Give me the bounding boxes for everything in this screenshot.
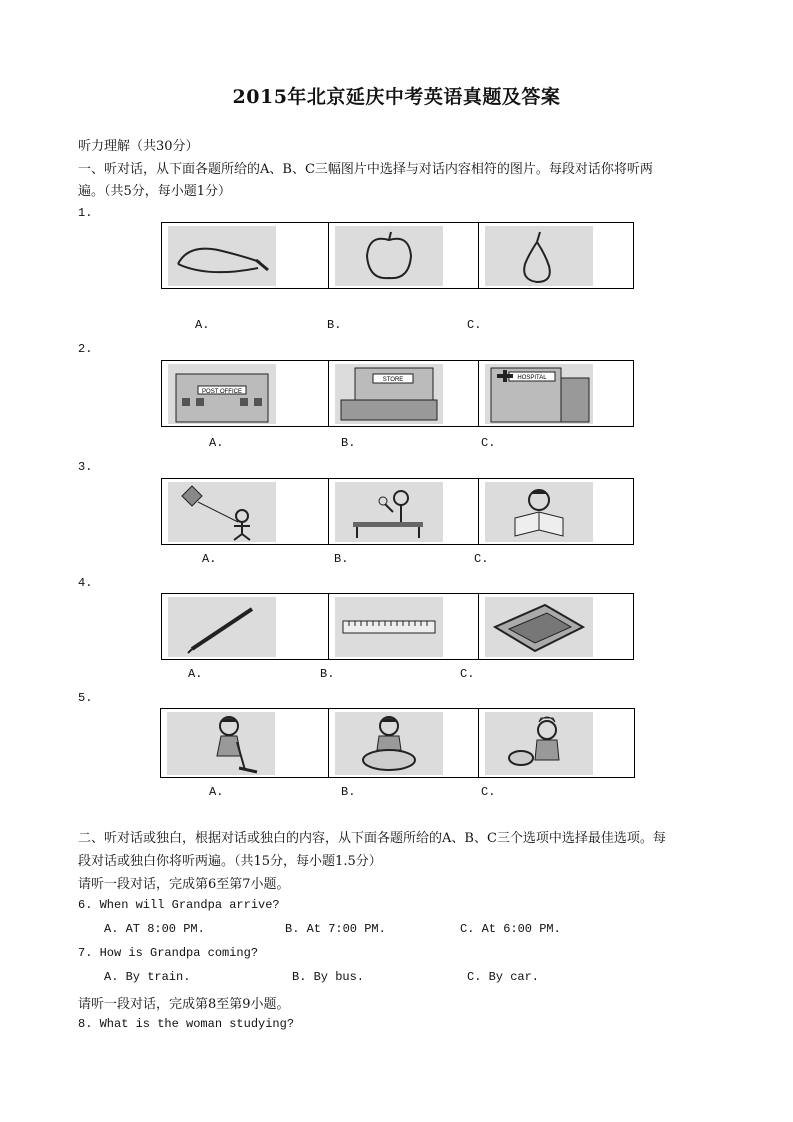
option-label-c: C. — [481, 436, 496, 450]
picture-row-3 — [161, 478, 634, 545]
picture-row-2 — [161, 360, 634, 427]
q6-option-b[interactable]: B. At 7:00 PM. — [285, 922, 386, 936]
q7-option-a[interactable]: A. By train. — [104, 970, 191, 984]
sweeping-picture[interactable] — [167, 712, 275, 775]
option-label-a: A. — [195, 318, 210, 332]
store-sign: STORE — [382, 377, 404, 383]
page-title: 2015年北京延庆中考英语真题及答案 — [232, 86, 561, 108]
reading-book-picture[interactable] — [485, 482, 593, 542]
option-label-c: C. — [460, 667, 475, 681]
question-number: 5. — [78, 691, 93, 705]
option-label-a: A. — [202, 552, 217, 566]
kite-flying-picture[interactable] — [168, 482, 276, 542]
q6-option-c[interactable]: C. At 6:00 PM. — [460, 922, 561, 936]
part1-instruction-line1: 一、听对话，从下面各题所给的A、B、C三幅图片中选择与对话内容相符的图片。每段对话你将听两 — [78, 162, 653, 177]
pencil-picture[interactable] — [168, 597, 276, 657]
picture-row-4 — [161, 593, 634, 660]
picture-row-1 — [161, 222, 634, 289]
q6-option-a[interactable]: A. AT 8:00 PM. — [104, 922, 205, 936]
option-label-b: B. — [341, 785, 356, 799]
option-label-b: B. — [327, 318, 342, 332]
question-8: 8. What is the woman studying? — [78, 1017, 295, 1031]
option-label-b: B. — [341, 436, 356, 450]
hospital-sign: HOSPITAL — [517, 375, 547, 381]
part1-instruction-line2: 遍。（共5分，每小题1分） — [78, 184, 232, 199]
post-office-sign: POST OFFICE — [202, 389, 242, 395]
listen-instruction-1: 请听一段对话，完成第6至第7小题。 — [78, 877, 290, 892]
ping-pong-picture[interactable] — [335, 482, 443, 542]
listen-instruction-2: 请听一段对话，完成第8至第9小题。 — [78, 997, 290, 1012]
q7-option-b[interactable]: B. By bus. — [292, 970, 365, 984]
option-label-a: A. — [209, 436, 224, 450]
apple-picture[interactable] — [335, 226, 443, 286]
option-label-b: B. — [320, 667, 335, 681]
option-label-c: C. — [467, 318, 482, 332]
cooking-picture[interactable] — [485, 712, 593, 775]
washing-clothes-picture[interactable] — [335, 712, 443, 775]
option-label-c: C. — [481, 785, 496, 799]
pencil-case-picture[interactable] — [485, 597, 593, 657]
question-number: 2. — [78, 342, 93, 356]
question-7: 7. How is Grandpa coming? — [78, 946, 259, 960]
ruler-picture[interactable] — [335, 597, 443, 657]
part2-instruction-line1: 二、听对话或独白，根据对话或独白的内容，从下面各题所给的A、B、C三个选项中选择最佳选项。每 — [78, 831, 666, 846]
banana-picture[interactable] — [168, 226, 276, 286]
post-office-picture[interactable] — [168, 364, 276, 424]
section-header: 听力理解（共30分） — [78, 139, 199, 154]
question-number: 3. — [78, 460, 93, 474]
question-number: 1. — [78, 206, 93, 220]
store-picture[interactable] — [335, 364, 443, 424]
question-6: 6. When will Grandpa arrive? — [78, 898, 280, 912]
picture-row-5 — [160, 708, 635, 778]
option-label-a: A. — [209, 785, 224, 799]
option-label-c: C. — [474, 552, 489, 566]
q7-option-c[interactable]: C. By car. — [467, 970, 540, 984]
hospital-picture[interactable] — [485, 364, 593, 424]
pear-picture[interactable] — [485, 226, 593, 286]
option-label-a: A. — [188, 667, 203, 681]
option-label-b: B. — [334, 552, 349, 566]
part2-instruction-line2: 段对话或独白你将听两遍。（共15分，每小题1.5分） — [78, 854, 382, 869]
question-number: 4. — [78, 576, 93, 590]
